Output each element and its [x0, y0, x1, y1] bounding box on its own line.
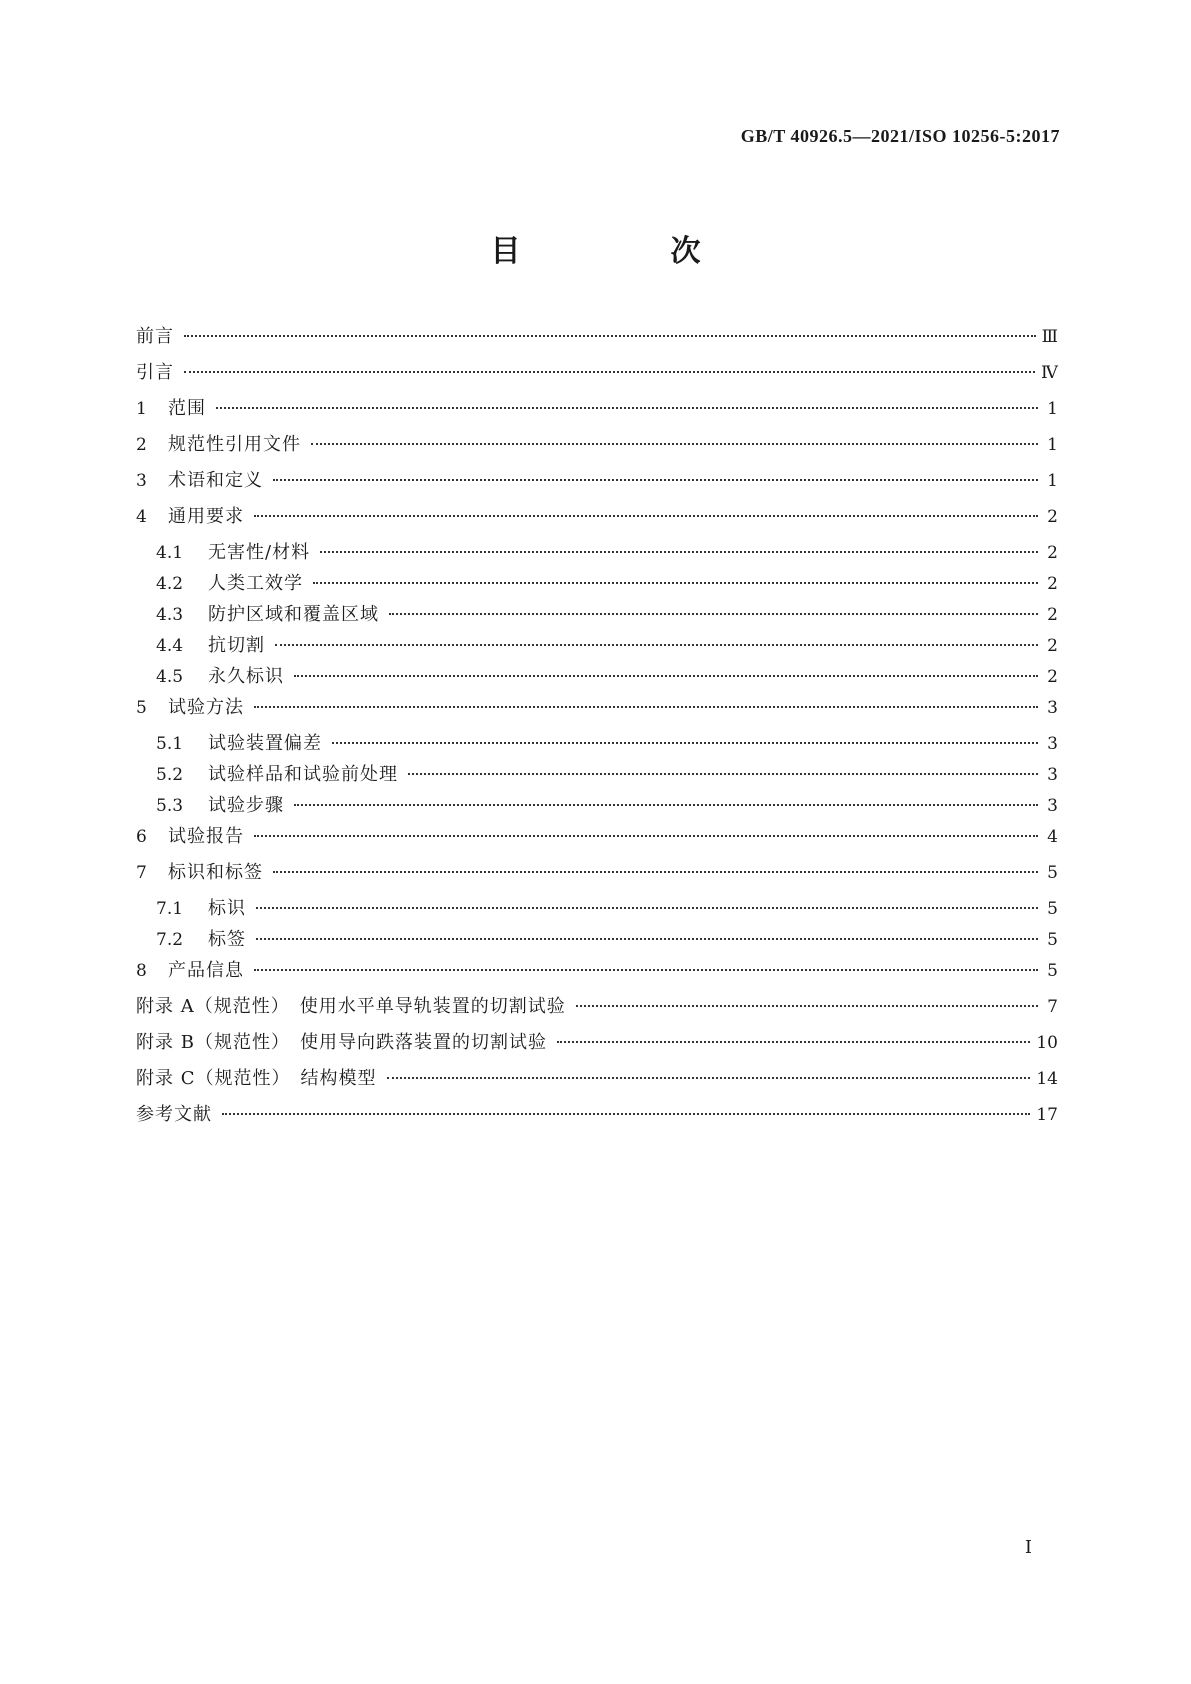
toc-dot-leader [222, 1113, 1030, 1115]
toc-entry-text [136, 794, 284, 818]
toc-dot-leader [576, 1005, 1038, 1007]
toc-entry-number: 6 [136, 827, 147, 847]
toc-entry-page: Ⅲ [1041, 327, 1058, 347]
toc-entry-page: 2 [1047, 605, 1058, 625]
toc-dot-leader [273, 479, 1038, 481]
toc-dot-leader [311, 443, 1038, 445]
toc-entry-page: Ⅳ [1041, 363, 1058, 383]
toc-entry-number: 5.3 [156, 796, 184, 816]
toc-entry[interactable] [136, 603, 1058, 627]
toc-entry-text [136, 1067, 377, 1091]
toc-entry-text [136, 433, 301, 457]
toc-entry[interactable] [136, 763, 1058, 787]
toc-dot-leader [216, 407, 1038, 409]
toc-entry-page: 3 [1047, 734, 1058, 754]
toc-entry-page: 5 [1047, 961, 1058, 981]
toc-dot-leader [254, 706, 1038, 708]
toc-entry-text [136, 732, 322, 756]
toc-entry-page: 5 [1047, 863, 1058, 883]
toc-entry-label: 无害性/材料 [208, 542, 311, 563]
toc-entry-label: 防护区域和覆盖区域 [208, 604, 379, 625]
toc-entry-page: 1 [1047, 435, 1058, 455]
toc-entry-label: 参考文献 [136, 1104, 212, 1125]
toc-entry[interactable] [136, 732, 1058, 756]
toc-dot-leader [313, 582, 1038, 584]
toc-entry-text [136, 861, 263, 885]
toc-entry-label: 范围 [168, 398, 206, 419]
toc-dot-leader [256, 907, 1038, 909]
toc-entry-number: 7.1 [156, 899, 184, 919]
toc-dot-leader [256, 938, 1038, 940]
toc-entry-page: 17 [1036, 1105, 1058, 1125]
toc-dot-leader [275, 644, 1038, 646]
toc-entry-page: 2 [1047, 636, 1058, 656]
standard-code: GB/T 40926.5—2021/ISO 10256-5:2017 [740, 126, 1060, 146]
toc-entry-number: 4.1 [156, 543, 184, 563]
toc-entry-text [136, 1031, 547, 1055]
toc-dot-leader [254, 515, 1038, 517]
toc-entry-page: 2 [1047, 667, 1058, 687]
toc-entry-page: 1 [1047, 399, 1058, 419]
toc-dot-leader [294, 804, 1038, 806]
toc-entry-page: 5 [1047, 899, 1058, 919]
toc-entry-label: 附录 C（规范性） 结构模型 [136, 1068, 377, 1089]
toc-entry-label: 规范性引用文件 [168, 434, 301, 455]
toc-entry[interactable] [136, 696, 1058, 720]
toc-entry[interactable] [136, 1067, 1058, 1091]
toc-entry[interactable] [136, 397, 1058, 421]
toc-entry[interactable] [136, 995, 1058, 1019]
toc-entry-text [136, 995, 566, 1019]
toc-dot-leader [184, 335, 1036, 337]
toc-dot-leader [254, 969, 1038, 971]
toc-entry-text [136, 505, 244, 529]
toc-entry-number: 3 [136, 471, 147, 491]
toc-entry[interactable] [136, 469, 1058, 493]
toc-entry-number: 4.3 [156, 605, 184, 625]
toc-entry[interactable] [136, 1103, 1058, 1127]
toc-dot-leader [184, 371, 1035, 373]
table-of-contents [136, 325, 1058, 1139]
toc-entry-page: 4 [1047, 827, 1058, 847]
toc-entry[interactable] [136, 572, 1058, 596]
toc-entry-number: 2 [136, 435, 147, 455]
toc-entry-label: 前言 [136, 326, 174, 347]
toc-entry-text [136, 572, 303, 596]
toc-entry-number: 5.2 [156, 765, 184, 785]
toc-entry-label: 产品信息 [168, 960, 244, 981]
toc-entry-number: 7.2 [156, 930, 184, 950]
toc-dot-leader [387, 1077, 1031, 1079]
toc-entry-number: 5 [136, 698, 147, 718]
toc-entry-page: 3 [1047, 796, 1058, 816]
toc-dot-leader [557, 1041, 1030, 1043]
toc-entry-label: 试验方法 [168, 697, 244, 718]
toc-entry[interactable] [136, 634, 1058, 658]
toc-entry-label: 附录 A（规范性） 使用水平单导轨装置的切割试验 [136, 996, 566, 1017]
toc-entry-label: 通用要求 [168, 506, 244, 527]
toc-entry-page: 3 [1047, 765, 1058, 785]
toc-entry-text [136, 897, 246, 921]
toc-entry-page: 3 [1047, 698, 1058, 718]
toc-entry[interactable] [136, 665, 1058, 689]
toc-entry-label: 附录 B（规范性） 使用导向跌落装置的切割试验 [136, 1032, 547, 1053]
toc-entry-text [136, 696, 244, 720]
toc-entry-page: 1 [1047, 471, 1058, 491]
toc-entry-text [136, 325, 174, 349]
toc-entry-number: 4.2 [156, 574, 184, 594]
toc-entry-number: 4.5 [156, 667, 184, 687]
toc-dot-leader [408, 773, 1038, 775]
toc-dot-leader [389, 613, 1038, 615]
toc-entry-label: 永久标识 [208, 666, 284, 687]
toc-entry-number: 1 [136, 399, 147, 419]
toc-entry-label: 试验报告 [168, 826, 244, 847]
toc-dot-leader [273, 871, 1038, 873]
toc-entry-label: 人类工效学 [208, 573, 303, 594]
toc-entry-text [136, 469, 263, 493]
toc-entry-number: 8 [136, 961, 147, 981]
toc-entry[interactable] [136, 794, 1058, 818]
toc-entry-number: 7 [136, 863, 147, 883]
page-title: 目 次 [490, 234, 761, 269]
toc-entry-text [136, 825, 244, 849]
toc-entry-text [136, 361, 174, 385]
toc-entry-text [136, 763, 398, 787]
toc-entry-page: 7 [1047, 997, 1058, 1017]
toc-entry-text [136, 928, 246, 952]
toc-entry[interactable] [136, 541, 1058, 565]
toc-entry-label: 标签 [208, 929, 246, 950]
toc-entry-text [136, 541, 310, 565]
toc-entry[interactable] [136, 325, 1058, 349]
toc-entry-label: 抗切割 [208, 635, 265, 656]
toc-entry-page: 2 [1047, 507, 1058, 527]
toc-entry-label: 试验装置偏差 [208, 733, 322, 754]
toc-entry[interactable] [136, 825, 1058, 849]
toc-entry-text [136, 397, 206, 421]
toc-entry[interactable] [136, 1031, 1058, 1055]
toc-entry-text [136, 603, 379, 627]
toc-dot-leader [332, 742, 1038, 744]
toc-entry-page: 5 [1047, 930, 1058, 950]
toc-entry-number: 5.1 [156, 734, 184, 754]
toc-entry[interactable] [136, 433, 1058, 457]
toc-entry[interactable] [136, 361, 1058, 385]
toc-dot-leader [254, 835, 1038, 837]
toc-entry-page: 14 [1036, 1069, 1058, 1089]
toc-entry-page: 10 [1036, 1033, 1058, 1053]
toc-entry-label: 试验步骤 [208, 795, 284, 816]
toc-entry-text [136, 959, 244, 983]
toc-entry-label: 标识 [208, 898, 246, 919]
toc-entry[interactable] [136, 897, 1058, 921]
toc-entry-page: 2 [1047, 574, 1058, 594]
toc-entry-label: 术语和定义 [168, 470, 263, 491]
toc-entry[interactable] [136, 505, 1058, 529]
toc-entry[interactable] [136, 928, 1058, 952]
toc-entry-text [136, 1103, 212, 1127]
toc-dot-leader [320, 551, 1038, 553]
toc-entry[interactable] [136, 959, 1058, 983]
toc-entry-number: 4 [136, 507, 147, 527]
toc-entry-number: 4.4 [156, 636, 184, 656]
toc-entry-label: 引言 [136, 362, 174, 383]
toc-entry-label: 标识和标签 [168, 862, 263, 883]
toc-entry[interactable] [136, 861, 1058, 885]
toc-entry-text [136, 634, 265, 658]
page-number: I [1024, 1537, 1032, 1558]
toc-entry-page: 2 [1047, 543, 1058, 563]
toc-entry-label: 试验样品和试验前处理 [208, 764, 398, 785]
toc-entry-text [136, 665, 284, 689]
toc-dot-leader [294, 675, 1038, 677]
